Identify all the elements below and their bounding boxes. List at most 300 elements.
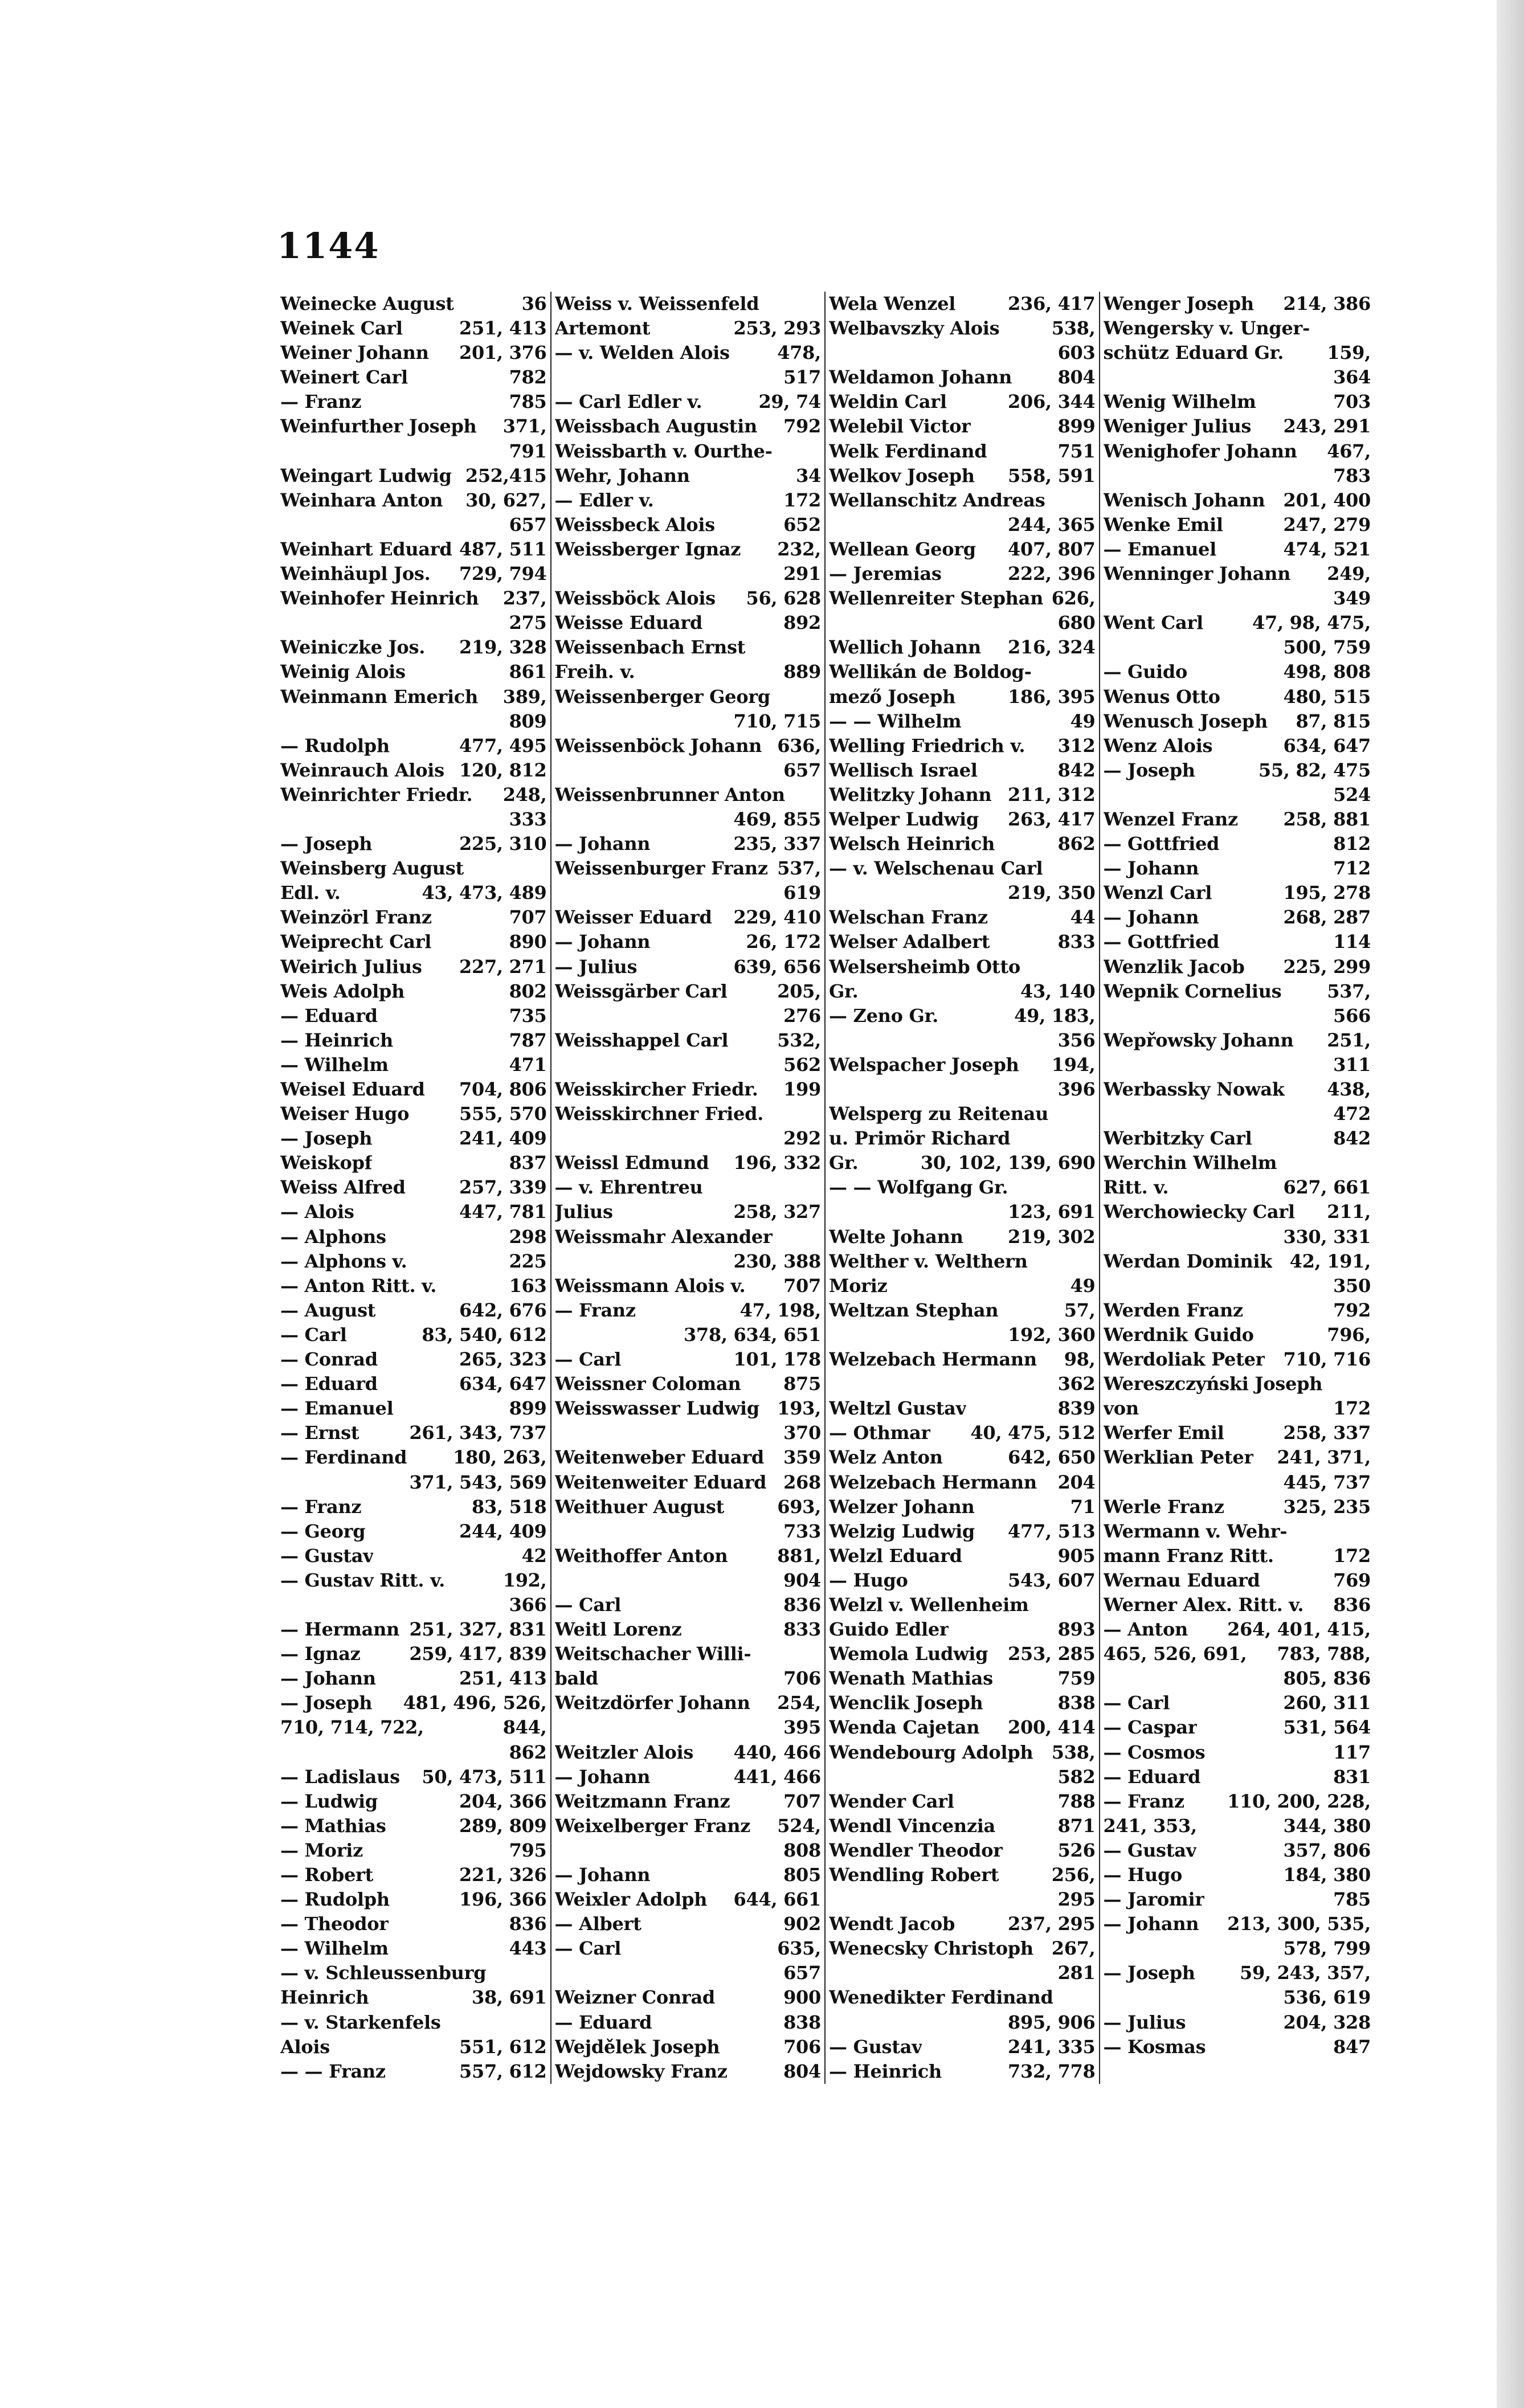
entry-page-refs: 114 [1333,931,1371,953]
entry-name: Wejdowsky Franz [554,2060,728,2082]
index-entry-line [1104,1568,1371,1593]
index-entry-line [555,1912,822,1936]
entry-name: Wenus Otto [1103,685,1220,708]
entry-page-refs: 627, 661 [1283,1176,1371,1199]
entry-name: Wela Wenzel [829,293,956,314]
entry-name: Welzig Ludwig [829,1520,975,1542]
entry-name: Werchin Wilhelm [1103,1152,1277,1174]
entry-page-refs: 751 [1057,440,1096,462]
entry-page-refs: 478, [777,342,821,364]
entry-page-refs [1366,1151,1371,1175]
entry-page-refs: 836 [509,1913,547,1935]
entry-name: — Joseph [280,833,373,855]
entry-page-refs: 836 [783,1593,821,1616]
entry-page-refs: 732, 778 [1008,2060,1096,2082]
entry-name: Weissböck Alois [554,587,716,610]
index-entry-line [555,1617,822,1642]
entry-page-refs: 249, [1327,563,1371,585]
entry-name: — v. Welden Alois [554,342,730,364]
entry-name: — Caspar [1103,1716,1198,1739]
entry-name: — Ladislaus [280,1765,400,1788]
index-entry-line [280,1225,547,1249]
entry-page-refs: 292 [783,1127,821,1150]
index-entry-line [280,1323,547,1347]
entry-name: Weltzl Gustav [829,1397,966,1420]
entry-name: Wenzel Franz [1103,808,1238,830]
entry-page-refs [542,856,547,881]
entry-page-refs: 531, 564 [1283,1716,1371,1739]
entry-name: — Gustav Ritt. v. [280,1569,446,1591]
index-entry-line [280,1544,547,1568]
entry-name: Welzl v. Wellenheim [829,1593,1029,1616]
entry-page-refs: 243, 291 [1283,415,1371,438]
entry-page-refs: 219, 328 [459,636,547,659]
index-entry-line [1104,1593,1371,1617]
index-entry-line [555,1519,822,1544]
entry-page-refs: 47, 198, [739,1299,821,1321]
entry-page-refs: 268, 287 [1283,906,1371,929]
index-entry-line [829,1372,1096,1396]
entry-page-refs: 537, [777,857,821,880]
entry-name: Wenig Wilhelm [1103,391,1256,413]
entry-page-refs [816,685,821,709]
entry-page-refs [816,1175,821,1200]
entry-name: Wellenreiter Stephan [829,587,1044,610]
entry-page-refs: 55, 82, 475 [1258,759,1371,781]
entry-page-refs: 196, 366 [459,1888,547,1911]
index-entry-line [829,414,1096,439]
index-entry-line [829,513,1096,537]
entry-name: Weissmann Alois v. [554,1274,746,1297]
index-entry-line [280,1347,547,1372]
index-entry-line [1104,1151,1371,1175]
entry-name: Wenisch Johann [1103,489,1265,511]
entry-name: Weltzan Stephan [829,1299,999,1321]
entry-page-refs: 844, [502,1716,547,1739]
entry-page-refs [1091,1249,1096,1274]
entry-name: — Franz [554,1299,636,1321]
entry-name: Wereszczyński Joseph [1103,1373,1323,1395]
index-entry-line [280,1838,547,1863]
entry-name: Weitenweiter Eduard [554,1471,767,1493]
index-entry-line [280,1028,547,1053]
entry-page-refs: 842 [1333,1127,1371,1150]
entry-name: — Ludwig [280,1790,378,1812]
index-entry-line [280,1396,547,1421]
index-entry-line [1104,807,1371,832]
entry-page-refs: 370 [783,1422,821,1444]
entry-name: Weiniczke Jos. [280,636,426,659]
index-entry-line [280,1249,547,1274]
entry-name: Weissenburger Franz [554,857,768,880]
entry-page-refs: 837 [509,1152,547,1174]
entry-page-refs: 42, 191, [1289,1250,1371,1272]
entry-name: Wendling Robert [829,1864,999,1886]
entry-page-refs: 562 [783,1053,821,1076]
entry-page-refs: 248, [502,783,547,806]
entry-page-refs: 471 [509,1053,547,1076]
entry-page-refs: 38, 691 [471,1986,547,2009]
entry-page-refs: 229, 410 [733,906,821,929]
entry-page-refs: 537, [1327,980,1371,1002]
entry-name: Welkov Joseph [829,464,975,486]
entry-page-refs: 172 [1333,1397,1371,1420]
index-entry-line [829,341,1096,365]
entry-page-refs: 195, 278 [1283,882,1371,904]
index-entry-line [829,1715,1096,1740]
entry-page-refs: 275 [509,612,547,634]
index-entry-line [829,1617,1096,1642]
index-entry-line [555,1593,822,1617]
entry-page-refs: 201, 400 [1283,489,1371,511]
index-entry-line [555,1985,822,2010]
entry-name: — Joseph [1103,759,1195,781]
entry-name: Weinhäupl Jos. [280,563,431,585]
entry-page-refs: 538, [1051,1741,1096,1763]
index-entry-line [1104,513,1371,537]
index-entry-line [555,1175,822,1200]
entry-page-refs: 407, 807 [1008,538,1096,560]
entry-page-refs: 480, 515 [1283,685,1371,708]
entry-name: Weiskopf [280,1152,373,1174]
index-entry-line [280,464,547,488]
entry-name: — v. Starkenfels [280,2011,441,2033]
entry-name: Weissberger Ignaz [554,538,741,560]
entry-page-refs [816,1225,821,1249]
entry-page-refs: 281 [1057,1962,1096,1984]
index-entry-line [1104,1249,1371,1274]
index-entry-line [1104,1544,1371,1568]
entry-page-refs: 707 [509,906,547,929]
entry-name: Werfer Emil [1103,1422,1224,1444]
entry-name: Weinhart Eduard [280,538,452,560]
entry-page-refs: 56, 628 [746,587,821,610]
entry-page-refs: 805 [783,1864,821,1886]
entry-page-refs: 871 [1057,1814,1096,1837]
entry-name: — Johann [554,833,651,855]
index-entry-line [829,979,1096,1004]
entry-page-refs: 861 [509,661,547,683]
index-entry-line [280,1887,547,1912]
entry-page-refs: 551, 612 [459,2035,547,2058]
index-entry-line [280,611,547,635]
entry-name: Wenedikter Ferdinand [829,1986,1053,2009]
entry-name: — Heinrich [280,1029,393,1051]
entry-page-refs: 804 [783,2060,821,2082]
entry-page-refs: 29, 74 [758,391,821,413]
index-entry-line [829,1028,1096,1053]
entry-page-refs: 812 [1333,833,1371,855]
entry-page-refs: 49 [1070,1274,1096,1297]
entry-page-refs [816,1642,821,1666]
entry-name: Weisskirchner Fried. [554,1103,763,1125]
entry-name: Welper Ludwig [829,808,979,830]
index-entry-line [555,881,822,905]
index-entry-line [555,1102,822,1126]
index-entry-line [555,1715,822,1740]
index-entry-line [829,1863,1096,1887]
index-entry-line [280,1421,547,1445]
entry-name: — v. Welschenau Carl [829,857,1043,880]
entry-name: — Joseph [280,1692,373,1714]
entry-page-refs: 57, [1064,1299,1096,1321]
index-entry-line [1104,439,1371,464]
entry-page-refs: 838 [1057,1692,1096,1714]
index-entry-line [829,2035,1096,2059]
entry-name: — Carl [554,1348,622,1371]
entry-page-refs: 680 [1057,612,1096,634]
entry-page-refs: 235, 337 [733,833,821,855]
entry-page-refs: 710, 715 [733,710,821,732]
entry-page-refs: 657 [783,759,821,781]
index-entry-line [829,1274,1096,1298]
entry-page-refs: 298 [509,1225,547,1248]
entry-page-refs: 899 [509,1397,547,1420]
entry-page-refs: 395 [783,1716,821,1739]
index-entry-line [1104,1740,1371,1765]
index-columns [277,292,1374,2084]
entry-name: Weissbeck Alois [554,513,715,535]
index-entry-line [829,881,1096,905]
index-entry-line [1104,832,1371,856]
entry-page-refs: 759 [1057,1667,1096,1690]
entry-name: 710, 714, 722, [280,1716,424,1739]
entry-name: — Zeno Gr. [829,1004,939,1027]
entry-page-refs: 237, [502,587,547,610]
index-entry-line [1104,635,1371,660]
entry-name: Weinek Carl [280,317,403,340]
index-entry-line [555,316,822,341]
entry-page-refs: 172 [1333,1544,1371,1567]
entry-page-refs: 254, [777,1692,821,1714]
entry-page-refs [816,783,821,807]
index-entry-line [1104,365,1371,390]
entry-name: Weissenbach Ernst [554,636,746,659]
entry-name: Wenke Emil [1103,513,1223,535]
entry-page-refs: 213, 300, 535, [1227,1913,1371,1935]
entry-page-refs [816,439,821,464]
entry-page-refs: 186, 395 [1008,685,1096,708]
entry-page-refs: 230, 388 [733,1250,821,1272]
entry-name: — Johann [1103,1913,1199,1935]
entry-page-refs: 236, 417 [1008,293,1096,314]
index-entry-line [829,734,1096,758]
entry-name: Welschan Franz [829,906,988,929]
entry-name: — Emanuel [280,1397,394,1420]
entry-page-refs: 253, 285 [1008,1643,1096,1665]
index-column-4 [1100,292,1374,2084]
index-entry-line [1104,2035,1371,2059]
entry-name: — August [280,1299,376,1321]
entry-page-refs: 371, [502,415,547,438]
entry-page-refs [1091,1126,1096,1151]
index-entry-line [280,1814,547,1838]
entry-name: schütz Eduard Gr. [1103,342,1284,364]
index-entry-line [829,464,1096,488]
entry-page-refs: 349 [1333,587,1371,610]
index-entry-line [1104,586,1371,611]
index-entry-line [280,1765,547,1789]
entry-page-refs: 443 [509,1937,547,1960]
index-entry-line [829,685,1096,709]
entry-page-refs: 792 [783,415,821,438]
entry-name: — Julius [554,955,638,978]
entry-name: — Emanuel [1103,538,1216,560]
index-entry-line [555,1470,822,1495]
index-entry-line [280,1298,547,1323]
entry-page-refs: 802 [509,980,547,1002]
index-entry-line [280,414,547,439]
entry-page-refs: 291 [783,563,821,585]
entry-page-refs: 900 [783,1986,821,2009]
entry-page-refs: 241, 371, [1277,1446,1371,1469]
entry-page-refs: 634, 647 [459,1373,547,1395]
index-entry-line [1104,1912,1371,1936]
index-entry-line [280,758,547,783]
index-entry-line [555,1838,822,1863]
index-entry-line [829,390,1096,414]
index-entry-line [1104,1691,1371,1715]
entry-name: — Johann [554,931,651,953]
entry-page-refs: 237, 295 [1008,1913,1096,1935]
index-entry-line [829,1666,1096,1691]
index-entry-line [829,783,1096,807]
index-entry-line [1104,856,1371,881]
entry-page-refs: 782 [509,366,547,389]
index-entry-line [280,1961,547,1985]
entry-name: — Ernst [280,1422,359,1444]
index-entry-line [1104,1004,1371,1028]
entry-page-refs: 219, 302 [1008,1225,1096,1248]
index-entry-line [280,930,547,954]
index-entry-line [1104,955,1371,979]
index-entry-line [555,832,822,856]
index-entry-line [829,955,1096,979]
index-entry-line [1104,414,1371,439]
entry-page-refs: 524 [1333,783,1371,806]
entry-page-refs: 265, 323 [459,1348,547,1371]
entry-name: Wengersky v. Unger- [1103,317,1310,340]
entry-name: Wenath Mathias [829,1667,993,1690]
index-column-1 [277,292,551,2084]
index-entry-line [555,635,822,660]
index-entry-line [1104,1814,1371,1838]
index-entry-line [555,341,822,365]
entry-page-refs: 735 [509,1004,547,1027]
entry-name: — Edler v. [554,489,654,511]
entry-name: — Joseph [280,1127,373,1150]
index-entry-line [280,856,547,881]
index-entry-line [555,611,822,635]
index-entry-line [829,1445,1096,1470]
entry-name: — Hugo [829,1569,908,1591]
entry-name: — Franz [280,1495,362,1518]
entry-page-refs: 371, 543, 569 [409,1471,547,1493]
entry-name: — Johann [280,1667,376,1690]
entry-page-refs [1091,1985,1096,2010]
index-entry-line [280,1593,547,1617]
entry-name: Wenz Alois [1103,734,1213,757]
entry-name: Welzer Johann [829,1495,975,1518]
entry-page-refs: 268 [783,1471,821,1493]
entry-page-refs: 657 [783,1962,821,1984]
entry-name: Welbavszky Alois [829,317,1000,340]
index-entry-line [555,464,822,488]
entry-name: — Johann [554,1864,651,1886]
entry-name: Wendt Jacob [829,1913,955,1935]
entry-page-refs: 729, 794 [459,563,547,585]
entry-page-refs: 117 [1333,1741,1371,1763]
entry-page-refs: 366 [509,1593,547,1616]
entry-page-refs: 707 [783,1790,821,1812]
index-entry-line [280,905,547,930]
index-entry-line [555,390,822,414]
index-entry-line [555,365,822,390]
entry-name: Weissenbrunner Anton [554,783,785,806]
index-entry-line [829,1175,1096,1200]
entry-page-refs: 558, 591 [1008,464,1096,486]
index-entry-line [280,1617,547,1642]
index-entry-line [280,832,547,856]
index-entry-line [280,1274,547,1298]
entry-name: Welsperg zu Reitenau [829,1103,1049,1125]
entry-page-refs: 389, [502,685,547,708]
entry-name: — Gustav [280,1544,374,1567]
entry-page-refs: 295 [1057,1888,1096,1911]
entry-name: Weiss Alfred [280,1176,406,1199]
index-entry-line [829,1838,1096,1863]
entry-name: Welser Adalbert [829,931,990,953]
entry-name: — Eduard [1103,1765,1201,1788]
entry-name: Went Carl [1103,612,1203,634]
index-entry-line [1104,930,1371,954]
entry-name: — Johann [1103,906,1199,929]
entry-name: Weiner Johann [280,342,429,364]
entry-page-refs: 710, 716 [1283,1348,1371,1371]
entry-name: — Rudolph [280,734,390,757]
entry-name: — Carl [1103,1692,1170,1714]
index-entry-line [555,1053,822,1077]
entry-page-refs: 356 [1057,1029,1096,1051]
index-entry-line [1104,1887,1371,1912]
index-entry-line [280,1077,547,1102]
index-entry-line [829,1519,1096,1544]
entry-name: Weinrichter Friedr. [280,783,473,806]
index-entry-line [1104,1838,1371,1863]
entry-page-refs: 204, 366 [459,1790,547,1812]
index-entry-line [555,1740,822,1765]
entry-name: Welspacher Joseph [829,1053,1019,1076]
index-entry-line [1104,537,1371,562]
entry-name: von [1103,1397,1139,1420]
index-entry-line [1104,1470,1371,1495]
index-entry-line [555,905,822,930]
entry-page-refs: 467, [1327,440,1371,462]
index-entry-line [1104,1053,1371,1077]
entry-name: Wellanschitz Andreas [829,489,1045,511]
index-entry-line [280,660,547,684]
entry-page-refs: 881, [777,1544,821,1567]
entry-name: — Hermann [280,1618,400,1641]
entry-name: — Kosmas [1103,2035,1206,2058]
index-entry-line [1104,1077,1371,1102]
entry-page-refs: 251, 413 [459,317,547,340]
entry-name: 465, 526, 691, [1103,1643,1247,1665]
entry-page-refs: 359 [783,1446,821,1469]
entry-page-refs [816,635,821,660]
entry-page-refs: 219, 350 [1008,882,1096,904]
entry-name: Weingart Ludwig [280,464,452,486]
